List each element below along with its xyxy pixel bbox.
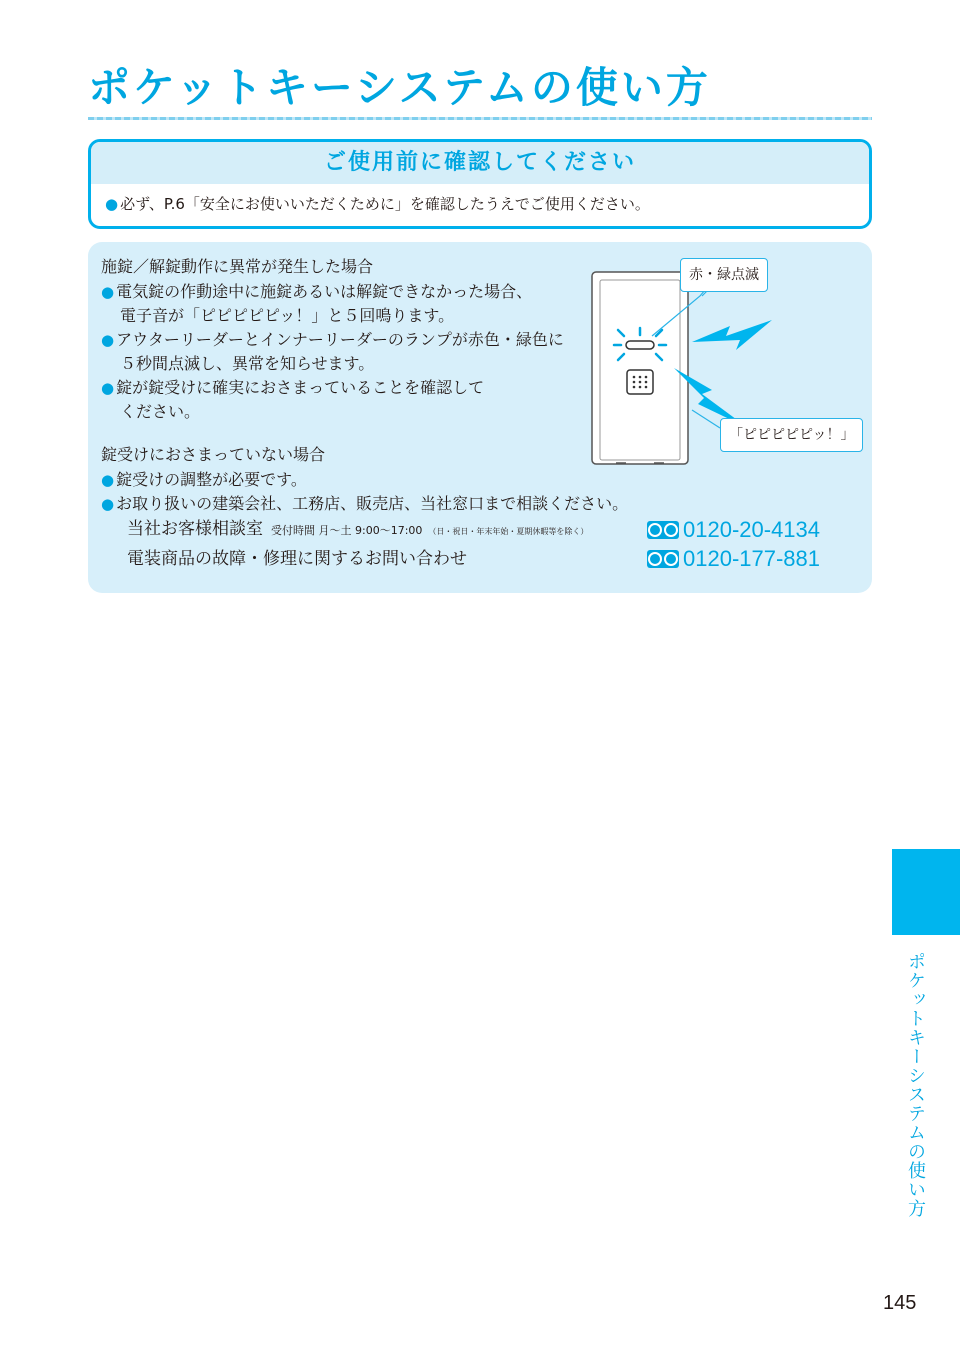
notice-body [91,184,869,224]
section-heading-not-seated: 錠受けにおさまっていない場合 [101,445,326,464]
free-dial-number: 0120-177-881 [647,546,820,572]
list-item-continuation: 電子音が「ピピピピピッ！」と５回鳴ります。 [120,306,455,325]
contact-hours: 受付時間 月〜土 9:00〜17:00 [271,524,423,537]
list-item: ● 電気錠の作動途中に施錠あるいは解錠できなかった場合、 [101,282,533,301]
list-item: ● 錠受けの調整が必要です。 [101,470,307,489]
list-item: ● 錠が錠受けに確実におさまっていることを確認して [101,378,485,397]
free-dial-icon [647,550,679,568]
list-item-continuation: ５秒間点滅し、異常を知らせます。 [120,354,375,373]
notice-text: 必ず、P.6「安全にお使いいただくために」を確認したうえでご使用ください。 [120,195,650,213]
page-title: ポケットキーシステムの使い方 [88,63,711,112]
title-divider [88,117,872,120]
bullet-icon: ● [101,331,115,349]
free-dial-icon [647,521,679,539]
list-item: ● お取り扱いの建築会社、工務店、販売店、当社窓口まで相談ください。 [101,494,629,513]
contact-note: （日・祝日・年末年始・夏期休暇等を除く） [428,527,589,536]
bullet-icon: ● [101,379,115,397]
reader-diagram [580,250,870,472]
list-item: ● アウターリーダーとインナーリーダーのランプが赤色・緑色に [101,330,564,349]
bullet-icon: ● [101,495,115,513]
notice-heading: ご使用前に確認してください [91,142,869,184]
chapter-tab [892,849,960,935]
page-number: 145 [883,1292,917,1314]
chapter-tab-label: ポケットキーシステムの使い方 [905,952,926,1218]
contact-label: 当社お客様相談室 [127,519,263,539]
lamp-callout: 赤・緑点滅 [680,258,768,292]
section-heading-malfunction: 施錠／解錠動作に異常が発生した場合 [101,257,374,276]
list-item-continuation: ください。 [120,402,201,421]
bullet-icon: ● [101,283,115,301]
bullet-icon: ● [105,195,119,213]
contact-repair [127,547,467,571]
bullet-icon: ● [101,471,115,489]
notice-box [88,139,872,229]
contact-customer-center [127,517,588,544]
not-seated-list [101,468,628,516]
sound-callout: 「ピピピピピッ！」 [720,418,863,452]
free-dial-number: 0120-20-4134 [647,517,820,543]
contact-label: 電装商品の故障・修理に関するお問い合わせ [127,549,467,569]
malfunction-list [101,280,564,424]
